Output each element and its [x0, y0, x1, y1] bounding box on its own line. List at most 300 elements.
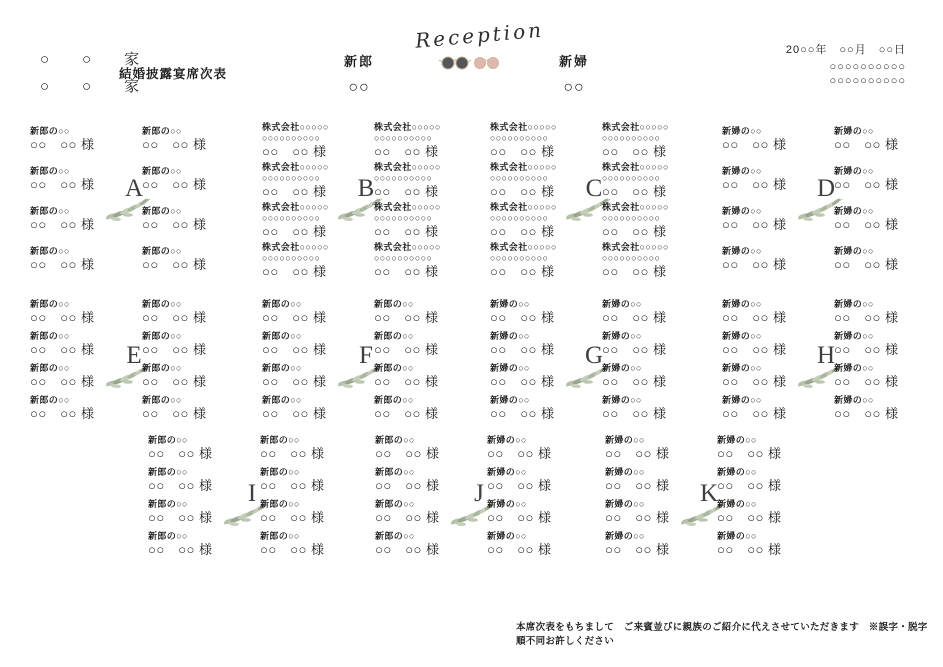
guest-name: ○○ ○○ 様	[375, 510, 440, 525]
guest-seat	[605, 467, 699, 493]
table-letter-B: B	[357, 175, 375, 202]
guest-name: ○○ ○○ 様	[142, 342, 207, 357]
guest-title: ○○○○○○○○○○	[490, 253, 549, 263]
guest-name: ○○ ○○ 様	[602, 310, 667, 325]
guest-title: ○○○○○○○○○○	[262, 213, 321, 223]
guest-seat	[722, 126, 816, 152]
guest-seat	[602, 202, 696, 239]
guest-seat	[490, 395, 584, 421]
table-G-left-column	[490, 297, 584, 427]
guest-name: ○○ ○○ 様	[490, 224, 555, 239]
guest-name: ○○ ○○ 様	[487, 542, 552, 557]
guest-name: ○○ ○○ 様	[834, 310, 899, 325]
guest-relation-label: 新婦の○○	[487, 467, 527, 477]
table-C-right-column	[602, 118, 696, 282]
groom-name: ○○	[348, 79, 370, 96]
guest-name: ○○ ○○ 様	[487, 446, 552, 461]
guest-company-name: 株式会社○○○○○	[602, 202, 669, 212]
table-letter-H: H	[816, 342, 836, 369]
table-group-I	[148, 433, 348, 559]
guest-name: ○○ ○○ 様	[262, 342, 327, 357]
guest-seat	[142, 331, 236, 357]
guest-relation-label: 新婦の○○	[602, 299, 642, 309]
guest-name: ○○ ○○ 様	[717, 510, 782, 525]
guest-seat	[717, 499, 811, 525]
table-K-left-column	[605, 433, 699, 563]
guest-name: ○○ ○○ 様	[30, 217, 95, 232]
guest-relation-label: 新郎の○○	[375, 499, 415, 509]
guest-seat	[148, 435, 242, 461]
table-E-left-column	[30, 297, 124, 427]
guest-seat	[262, 122, 356, 159]
guest-relation-label: 新婦の○○	[722, 246, 762, 256]
guest-seat	[260, 499, 354, 525]
table-I-right-column	[260, 433, 354, 563]
guest-name: ○○ ○○ 様	[142, 406, 207, 421]
table-F-left-column	[262, 297, 356, 427]
reception-script-text: Reception	[414, 17, 545, 53]
guest-seat	[148, 531, 242, 557]
guest-name: ○○ ○○ 様	[834, 342, 899, 357]
guest-relation-label: 新郎の○○	[375, 467, 415, 477]
table-J-right-column	[487, 433, 581, 563]
guest-name: ○○ ○○ 様	[605, 542, 670, 557]
guest-name: ○○ ○○ 様	[487, 478, 552, 493]
guest-title: ○○○○○○○○○○	[602, 253, 661, 263]
guest-title: ○○○○○○○○○○	[374, 133, 433, 143]
guest-name: ○○ ○○ 様	[602, 224, 667, 239]
guest-name: ○○ ○○ 様	[717, 446, 782, 461]
guest-name: ○○ ○○ 様	[374, 224, 439, 239]
table-letter-C: C	[585, 175, 603, 202]
table-letter-I: I	[247, 480, 257, 507]
guest-name: ○○ ○○ 様	[605, 510, 670, 525]
guest-seat	[374, 299, 468, 325]
guest-seat	[142, 126, 236, 152]
guest-company-name: 株式会社○○○○○	[602, 122, 669, 132]
venue-line-1: ○○○○○○○○○○	[829, 61, 906, 73]
table-group-H	[722, 297, 922, 421]
guest-seat	[375, 467, 469, 493]
guest-seat	[490, 331, 584, 357]
guest-seat	[262, 162, 356, 199]
bride-block	[559, 51, 589, 97]
guest-name: ○○ ○○ 様	[722, 217, 787, 232]
guest-relation-label: 新郎の○○	[148, 467, 188, 477]
guest-relation-label: 新婦の○○	[605, 531, 645, 541]
guest-name: ○○ ○○ 様	[605, 478, 670, 493]
guest-company-name: 株式会社○○○○○	[262, 242, 329, 252]
guest-relation-label: 新婦の○○	[490, 299, 530, 309]
guest-name: ○○ ○○ 様	[142, 177, 207, 192]
guest-relation-label: 新婦の○○	[487, 435, 527, 445]
guest-title: ○○○○○○○○○○	[490, 173, 549, 183]
guest-company-name: 株式会社○○○○○	[262, 122, 329, 132]
guest-seat	[374, 395, 468, 421]
date-venue-block	[786, 43, 906, 88]
guest-name: ○○ ○○ 様	[490, 342, 555, 357]
guest-seat	[602, 363, 696, 389]
guest-name: ○○ ○○ 様	[602, 184, 667, 199]
guest-seat	[142, 363, 236, 389]
guest-relation-label: 新郎の○○	[374, 395, 414, 405]
guest-relation-label: 新郎の○○	[148, 435, 188, 445]
guest-seat	[487, 467, 581, 493]
guest-relation-label: 新婦の○○	[605, 467, 645, 477]
guest-seat	[148, 467, 242, 493]
guest-name: ○○ ○○ 様	[374, 184, 439, 199]
guest-name: ○○ ○○ 様	[722, 342, 787, 357]
guest-name: ○○ ○○ 様	[148, 542, 213, 557]
guest-relation-label: 新婦の○○	[717, 531, 757, 541]
guest-seat	[602, 299, 696, 325]
guest-name: ○○ ○○ 様	[834, 177, 899, 192]
guest-seat	[722, 395, 816, 421]
guest-name: ○○ ○○ 様	[375, 542, 440, 557]
guest-name: ○○ ○○ 様	[375, 446, 440, 461]
guest-name: ○○ ○○ 様	[490, 184, 555, 199]
guest-name: ○○ ○○ 様	[260, 478, 325, 493]
guest-relation-label: 新婦の○○	[834, 299, 874, 309]
guest-seat	[605, 435, 699, 461]
table-letter-J: J	[474, 480, 484, 507]
table-letter-E: E	[126, 342, 142, 369]
guest-company-name: 株式会社○○○○○	[602, 242, 669, 252]
guest-name: ○○ ○○ 様	[142, 310, 207, 325]
guest-seat	[834, 363, 928, 389]
table-letter-K: K	[699, 480, 719, 507]
guest-name: ○○ ○○ 様	[490, 264, 555, 279]
table-A-right-column	[142, 118, 236, 286]
guest-relation-label: 新婦の○○	[722, 206, 762, 216]
guest-seat	[375, 435, 469, 461]
table-group-K	[605, 433, 805, 559]
guest-title: ○○○○○○○○○○	[262, 253, 321, 263]
guest-name: ○○ ○○ 様	[374, 144, 439, 159]
guest-relation-label: 新婦の○○	[834, 331, 874, 341]
table-B-right-column	[374, 118, 468, 282]
guest-relation-label: 新婦の○○	[602, 395, 642, 405]
guest-relation-label: 新婦の○○	[834, 206, 874, 216]
table-group-G	[490, 297, 690, 421]
guest-name: ○○ ○○ 様	[30, 177, 95, 192]
table-K-right-column	[717, 433, 811, 563]
guest-relation-label: 新婦の○○	[834, 395, 874, 405]
guest-relation-label: 新郎の○○	[148, 499, 188, 509]
guest-relation-label: 新郎の○○	[30, 363, 70, 373]
guest-relation-label: 新婦の○○	[605, 435, 645, 445]
guest-name: ○○ ○○ 様	[262, 264, 327, 279]
guest-relation-label: 新郎の○○	[374, 363, 414, 373]
guest-name: ○○ ○○ 様	[834, 406, 899, 421]
guest-company-name: 株式会社○○○○○	[490, 122, 557, 132]
header-decoration	[414, 17, 545, 77]
guest-seat	[490, 162, 584, 199]
guest-relation-label: 新婦の○○	[717, 499, 757, 509]
guest-company-name: 株式会社○○○○○	[490, 242, 557, 252]
guest-seat	[262, 299, 356, 325]
guest-name: ○○ ○○ 様	[142, 257, 207, 272]
guest-seat	[30, 331, 124, 357]
guest-seat	[602, 395, 696, 421]
event-date: 20○○年 ○○月 ○○日	[785, 44, 906, 56]
guest-name: ○○ ○○ 様	[834, 217, 899, 232]
guest-name: ○○ ○○ 様	[262, 184, 327, 199]
guest-relation-label: 新郎の○○	[262, 395, 302, 405]
table-J-left-column	[375, 433, 469, 563]
guest-name: ○○ ○○ 様	[490, 144, 555, 159]
guest-seat	[722, 299, 816, 325]
guest-name: ○○ ○○ 様	[260, 510, 325, 525]
guest-seat	[834, 166, 928, 192]
guest-relation-label: 新郎の○○	[374, 331, 414, 341]
guest-relation-label: 新婦の○○	[602, 363, 642, 373]
guest-title: ○○○○○○○○○○	[262, 133, 321, 143]
guest-title: ○○○○○○○○○○	[602, 133, 661, 143]
guest-name: ○○ ○○ 様	[490, 406, 555, 421]
guest-relation-label: 新婦の○○	[487, 499, 527, 509]
guest-relation-label: 新婦の○○	[717, 467, 757, 477]
guest-seat	[602, 331, 696, 357]
guest-relation-label: 新郎の○○	[30, 395, 70, 405]
table-group-C	[490, 118, 690, 280]
guest-company-name: 株式会社○○○○○	[374, 242, 441, 252]
table-H-left-column	[722, 297, 816, 427]
guest-name: ○○ ○○ 様	[260, 542, 325, 557]
guest-relation-label: 新婦の○○	[490, 331, 530, 341]
table-G-right-column	[602, 297, 696, 427]
guest-seat	[722, 166, 816, 192]
guest-name: ○○ ○○ 様	[834, 137, 899, 152]
guest-title: ○○○○○○○○○○	[374, 253, 433, 263]
guest-name: ○○ ○○ 様	[30, 342, 95, 357]
table-group-F	[262, 297, 462, 421]
guest-company-name: 株式会社○○○○○	[262, 202, 329, 212]
guest-seat	[834, 126, 928, 152]
guest-seat	[260, 531, 354, 557]
guest-name: ○○ ○○ 様	[602, 264, 667, 279]
guest-company-name: 株式会社○○○○○	[602, 162, 669, 172]
guest-name: ○○ ○○ 様	[717, 478, 782, 493]
page-title: 結婚披露宴席次表	[119, 67, 228, 81]
guest-relation-label: 新婦の○○	[717, 435, 757, 445]
guest-seat	[374, 242, 468, 279]
guest-name: ○○ ○○ 様	[602, 374, 667, 389]
guest-seat	[490, 242, 584, 279]
guest-title: ○○○○○○○○○○	[374, 173, 433, 183]
guest-name: ○○ ○○ 様	[487, 510, 552, 525]
guest-name: ○○ ○○ 様	[722, 177, 787, 192]
guest-seat	[30, 246, 124, 272]
guest-name: ○○ ○○ 様	[142, 137, 207, 152]
guest-title: ○○○○○○○○○○	[490, 213, 549, 223]
family-name-line2: ○ ○ 家	[40, 78, 149, 95]
guest-relation-label: 新郎の○○	[142, 331, 182, 341]
guest-relation-label: 新郎の○○	[262, 363, 302, 373]
guest-seat	[262, 242, 356, 279]
guest-seat	[717, 435, 811, 461]
guest-relation-label: 新婦の○○	[722, 363, 762, 373]
table-letter-F: F	[359, 342, 373, 369]
guest-relation-label: 新郎の○○	[142, 395, 182, 405]
guest-name: ○○ ○○ 様	[142, 374, 207, 389]
guest-seat	[375, 531, 469, 557]
guest-seat	[834, 331, 928, 357]
guest-title: ○○○○○○○○○○	[490, 133, 549, 143]
guest-name: ○○ ○○ 様	[490, 374, 555, 389]
guest-seat	[490, 299, 584, 325]
guest-relation-label: 新郎の○○	[30, 246, 70, 256]
groom-block	[344, 51, 374, 97]
guest-seat	[142, 395, 236, 421]
guest-company-name: 株式会社○○○○○	[374, 162, 441, 172]
guest-company-name: 株式会社○○○○○	[374, 122, 441, 132]
guest-relation-label: 新郎の○○	[142, 206, 182, 216]
guest-name: ○○ ○○ 様	[262, 224, 327, 239]
guest-name: ○○ ○○ 様	[30, 257, 95, 272]
guest-relation-label: 新郎の○○	[142, 299, 182, 309]
groom-label: 新郎	[344, 54, 375, 69]
guest-relation-label: 新婦の○○	[722, 299, 762, 309]
guest-relation-label: 新郎の○○	[30, 206, 70, 216]
guest-name: ○○ ○○ 様	[717, 542, 782, 557]
guest-relation-label: 新婦の○○	[722, 395, 762, 405]
table-letter-D: D	[816, 175, 836, 202]
guest-relation-label: 新婦の○○	[834, 166, 874, 176]
guest-relation-label: 新郎の○○	[30, 299, 70, 309]
guest-relation-label: 新婦の○○	[605, 499, 645, 509]
table-E-right-column	[142, 297, 236, 427]
table-group-E	[30, 297, 230, 421]
guest-name: ○○ ○○ 様	[148, 478, 213, 493]
guest-relation-label: 新郎の○○	[262, 331, 302, 341]
guest-seat	[142, 246, 236, 272]
guest-name: ○○ ○○ 様	[262, 374, 327, 389]
guest-seat	[487, 531, 581, 557]
table-H-right-column	[834, 297, 928, 427]
guest-name: ○○ ○○ 様	[30, 374, 95, 389]
table-I-left-column	[148, 433, 242, 563]
guest-name: ○○ ○○ 様	[375, 478, 440, 493]
guest-company-name: 株式会社○○○○○	[490, 162, 557, 172]
guest-relation-label: 新郎の○○	[142, 166, 182, 176]
guest-name: ○○ ○○ 様	[148, 446, 213, 461]
guest-name: ○○ ○○ 様	[262, 144, 327, 159]
guest-name: ○○ ○○ 様	[490, 310, 555, 325]
guest-name: ○○ ○○ 様	[722, 310, 787, 325]
guest-relation-label: 新婦の○○	[487, 531, 527, 541]
guest-seat	[142, 166, 236, 192]
guest-seat	[834, 246, 928, 272]
table-letter-A: A	[124, 175, 144, 202]
guest-relation-label: 新婦の○○	[490, 363, 530, 373]
guest-seat	[722, 331, 816, 357]
guest-relation-label: 新郎の○○	[148, 531, 188, 541]
guest-name: ○○ ○○ 様	[374, 406, 439, 421]
footer-note: 本席次表をもちまして ご来賓並びに親族のご紹介に代えさせていただきます ※誤字・脱字 順不同お許しください	[516, 622, 938, 647]
guest-relation-label: 新婦の○○	[722, 166, 762, 176]
guest-seat	[142, 206, 236, 232]
guest-relation-label: 新郎の○○	[375, 531, 415, 541]
guest-seat	[262, 331, 356, 357]
table-group-D	[722, 118, 922, 280]
guest-name: ○○ ○○ 様	[374, 310, 439, 325]
guest-seat	[374, 122, 468, 159]
guest-relation-label: 新郎の○○	[30, 126, 70, 136]
guest-title: ○○○○○○○○○○	[262, 173, 321, 183]
guest-name: ○○ ○○ 様	[374, 342, 439, 357]
guest-seat	[260, 435, 354, 461]
guest-relation-label: 新郎の○○	[142, 363, 182, 373]
guest-company-name: 株式会社○○○○○	[374, 202, 441, 212]
guest-seat	[262, 395, 356, 421]
guest-title: ○○○○○○○○○○	[602, 173, 661, 183]
guest-name: ○○ ○○ 様	[722, 257, 787, 272]
guest-relation-label: 新郎の○○	[260, 435, 300, 445]
guest-seat	[490, 122, 584, 159]
guest-name: ○○ ○○ 様	[722, 406, 787, 421]
guest-name: ○○ ○○ 様	[262, 310, 327, 325]
guest-company-name: 株式会社○○○○○	[262, 162, 329, 172]
guest-relation-label: 新婦の○○	[722, 126, 762, 136]
guest-name: ○○ ○○ 様	[260, 446, 325, 461]
guest-relation-label: 新婦の○○	[834, 246, 874, 256]
guest-name: ○○ ○○ 様	[722, 137, 787, 152]
table-D-right-column	[834, 118, 928, 286]
guest-seat	[487, 499, 581, 525]
guest-title: ○○○○○○○○○○	[374, 213, 433, 223]
guest-name: ○○ ○○ 様	[148, 510, 213, 525]
guest-title: ○○○○○○○○○○	[602, 213, 661, 223]
family-name-line1: ○ ○ 家	[40, 51, 149, 68]
guest-seat	[30, 126, 124, 152]
guest-name: ○○ ○○ 様	[142, 217, 207, 232]
guest-seat	[30, 166, 124, 192]
guest-name: ○○ ○○ 様	[602, 406, 667, 421]
guest-relation-label: 新郎の○○	[30, 166, 70, 176]
guest-relation-label: 新郎の○○	[30, 331, 70, 341]
guest-seat	[30, 395, 124, 421]
guest-seat	[602, 122, 696, 159]
guest-relation-label: 新婦の○○	[834, 363, 874, 373]
guest-seat	[602, 162, 696, 199]
guest-seat	[722, 246, 816, 272]
guest-relation-label: 新郎の○○	[262, 299, 302, 309]
bride-label: 新婦	[559, 54, 590, 69]
guest-relation-label: 新婦の○○	[834, 126, 874, 136]
guest-name: ○○ ○○ 様	[374, 264, 439, 279]
table-group-B	[262, 118, 462, 280]
guest-seat	[374, 363, 468, 389]
guest-relation-label: 新婦の○○	[722, 331, 762, 341]
guest-relation-label: 新婦の○○	[490, 395, 530, 405]
venue-line-2: ○○○○○○○○○○	[829, 75, 906, 87]
guest-name: ○○ ○○ 様	[374, 374, 439, 389]
guest-relation-label: 新郎の○○	[142, 126, 182, 136]
guest-relation-label: 新郎の○○	[260, 499, 300, 509]
guest-seat	[30, 299, 124, 325]
guest-seat	[374, 331, 468, 357]
guest-relation-label: 新郎の○○	[260, 531, 300, 541]
guest-name: ○○ ○○ 様	[30, 310, 95, 325]
guest-name: ○○ ○○ 様	[262, 406, 327, 421]
guest-seat	[717, 467, 811, 493]
guest-relation-label: 新郎の○○	[374, 299, 414, 309]
guest-seat	[834, 395, 928, 421]
guest-name: ○○ ○○ 様	[30, 137, 95, 152]
guest-relation-label: 新郎の○○	[260, 467, 300, 477]
guest-seat	[605, 531, 699, 557]
